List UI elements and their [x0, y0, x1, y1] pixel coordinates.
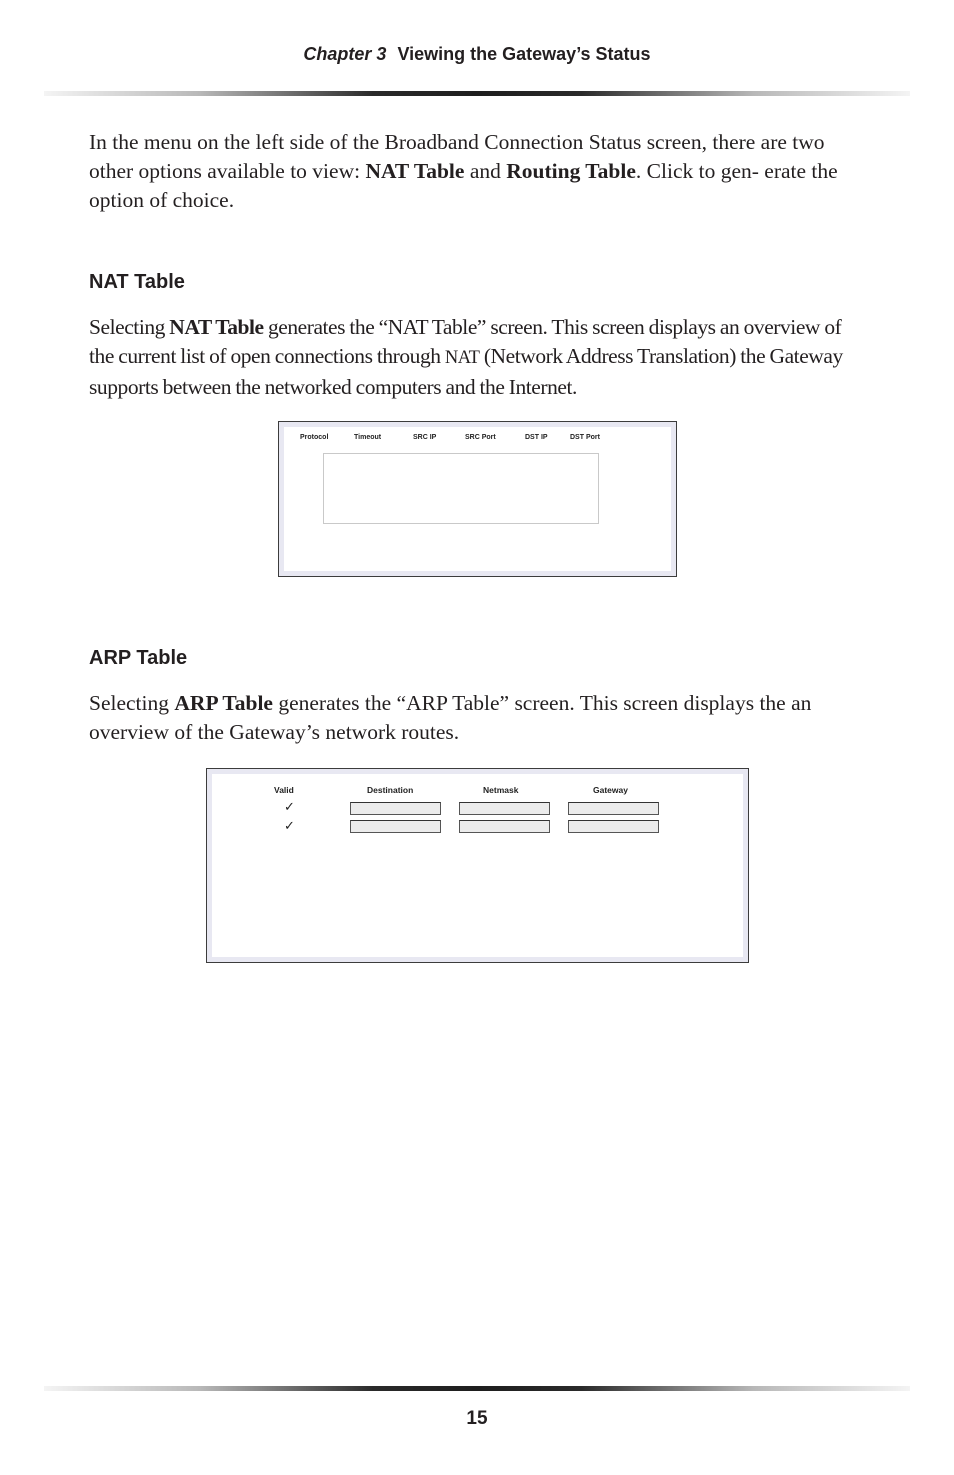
arp-column-header-valid: Valid — [274, 785, 294, 795]
arp-table-term: ARP Table — [174, 691, 273, 715]
arp-column-header-netmask: Netmask — [483, 785, 519, 795]
nat-table-heading: NAT Table — [89, 271, 185, 293]
valid-check-icon[interactable]: ✓ — [284, 800, 295, 815]
arp-table-panel — [212, 774, 743, 957]
arp-column-header-destination: Destination — [367, 785, 414, 795]
arp-text: generates the “ARP Table” screen. This screen displays the an overview of the Gateway’s network routes. — [89, 691, 812, 744]
nat-column-header: DST Port — [570, 434, 600, 441]
nat-table-screenshot — [278, 421, 677, 577]
destination-field[interactable] — [350, 820, 441, 833]
nat-table-paragraph — [89, 313, 859, 402]
netmask-field[interactable] — [459, 802, 550, 815]
page-number: 15 — [466, 1408, 488, 1429]
intro-text: In the menu on the left side of the Broadband Connection Status screen, there are two other options available to view: — [89, 130, 825, 183]
arp-table-heading: ARP Table — [89, 647, 188, 669]
nat-column-header: SRC Port — [465, 434, 496, 441]
chapter-label: Chapter 3 — [303, 44, 387, 64]
nat-text: Selecting — [89, 315, 170, 339]
chapter-title: Viewing the Gateway’s Status — [397, 44, 651, 64]
nat-column-header: SRC IP — [413, 434, 437, 441]
arp-column-header-gateway: Gateway — [593, 785, 628, 795]
nat-column-header: Protocol — [300, 434, 329, 441]
header-rule — [44, 91, 910, 96]
intro-nat-table-term: NAT Table — [365, 159, 465, 183]
intro-text: and — [464, 159, 507, 183]
gateway-field[interactable] — [568, 802, 659, 815]
footer-rule — [44, 1386, 910, 1391]
nat-column-header: Timeout — [354, 434, 382, 441]
nat-table-panel — [284, 427, 671, 571]
intro-text: . Click to gen- erate the option of choice. — [89, 159, 838, 212]
destination-field[interactable] — [350, 802, 441, 815]
intro-paragraph — [89, 128, 859, 215]
arp-text: Selecting — [89, 691, 175, 715]
running-header — [0, 44, 954, 65]
nat-text: (Network Address Translation) the Gateway supports between the networked computers and the Internet. — [89, 344, 843, 399]
nat-connections-list[interactable] — [323, 453, 599, 524]
nat-column-header: DST IP — [525, 434, 548, 441]
nat-abbreviation: NAT — [444, 348, 480, 368]
intro-routing-table-term: Routing Table — [506, 159, 636, 183]
arp-table-paragraph — [89, 689, 859, 747]
arp-table-screenshot — [206, 768, 749, 963]
netmask-field[interactable] — [459, 820, 550, 833]
nat-text: generates the “NAT Table” screen. This screen displays an overview of the current list of open connections through — [89, 315, 842, 368]
gateway-field[interactable] — [568, 820, 659, 833]
nat-table-term: NAT Table — [169, 315, 264, 339]
valid-check-icon[interactable]: ✓ — [284, 819, 295, 834]
